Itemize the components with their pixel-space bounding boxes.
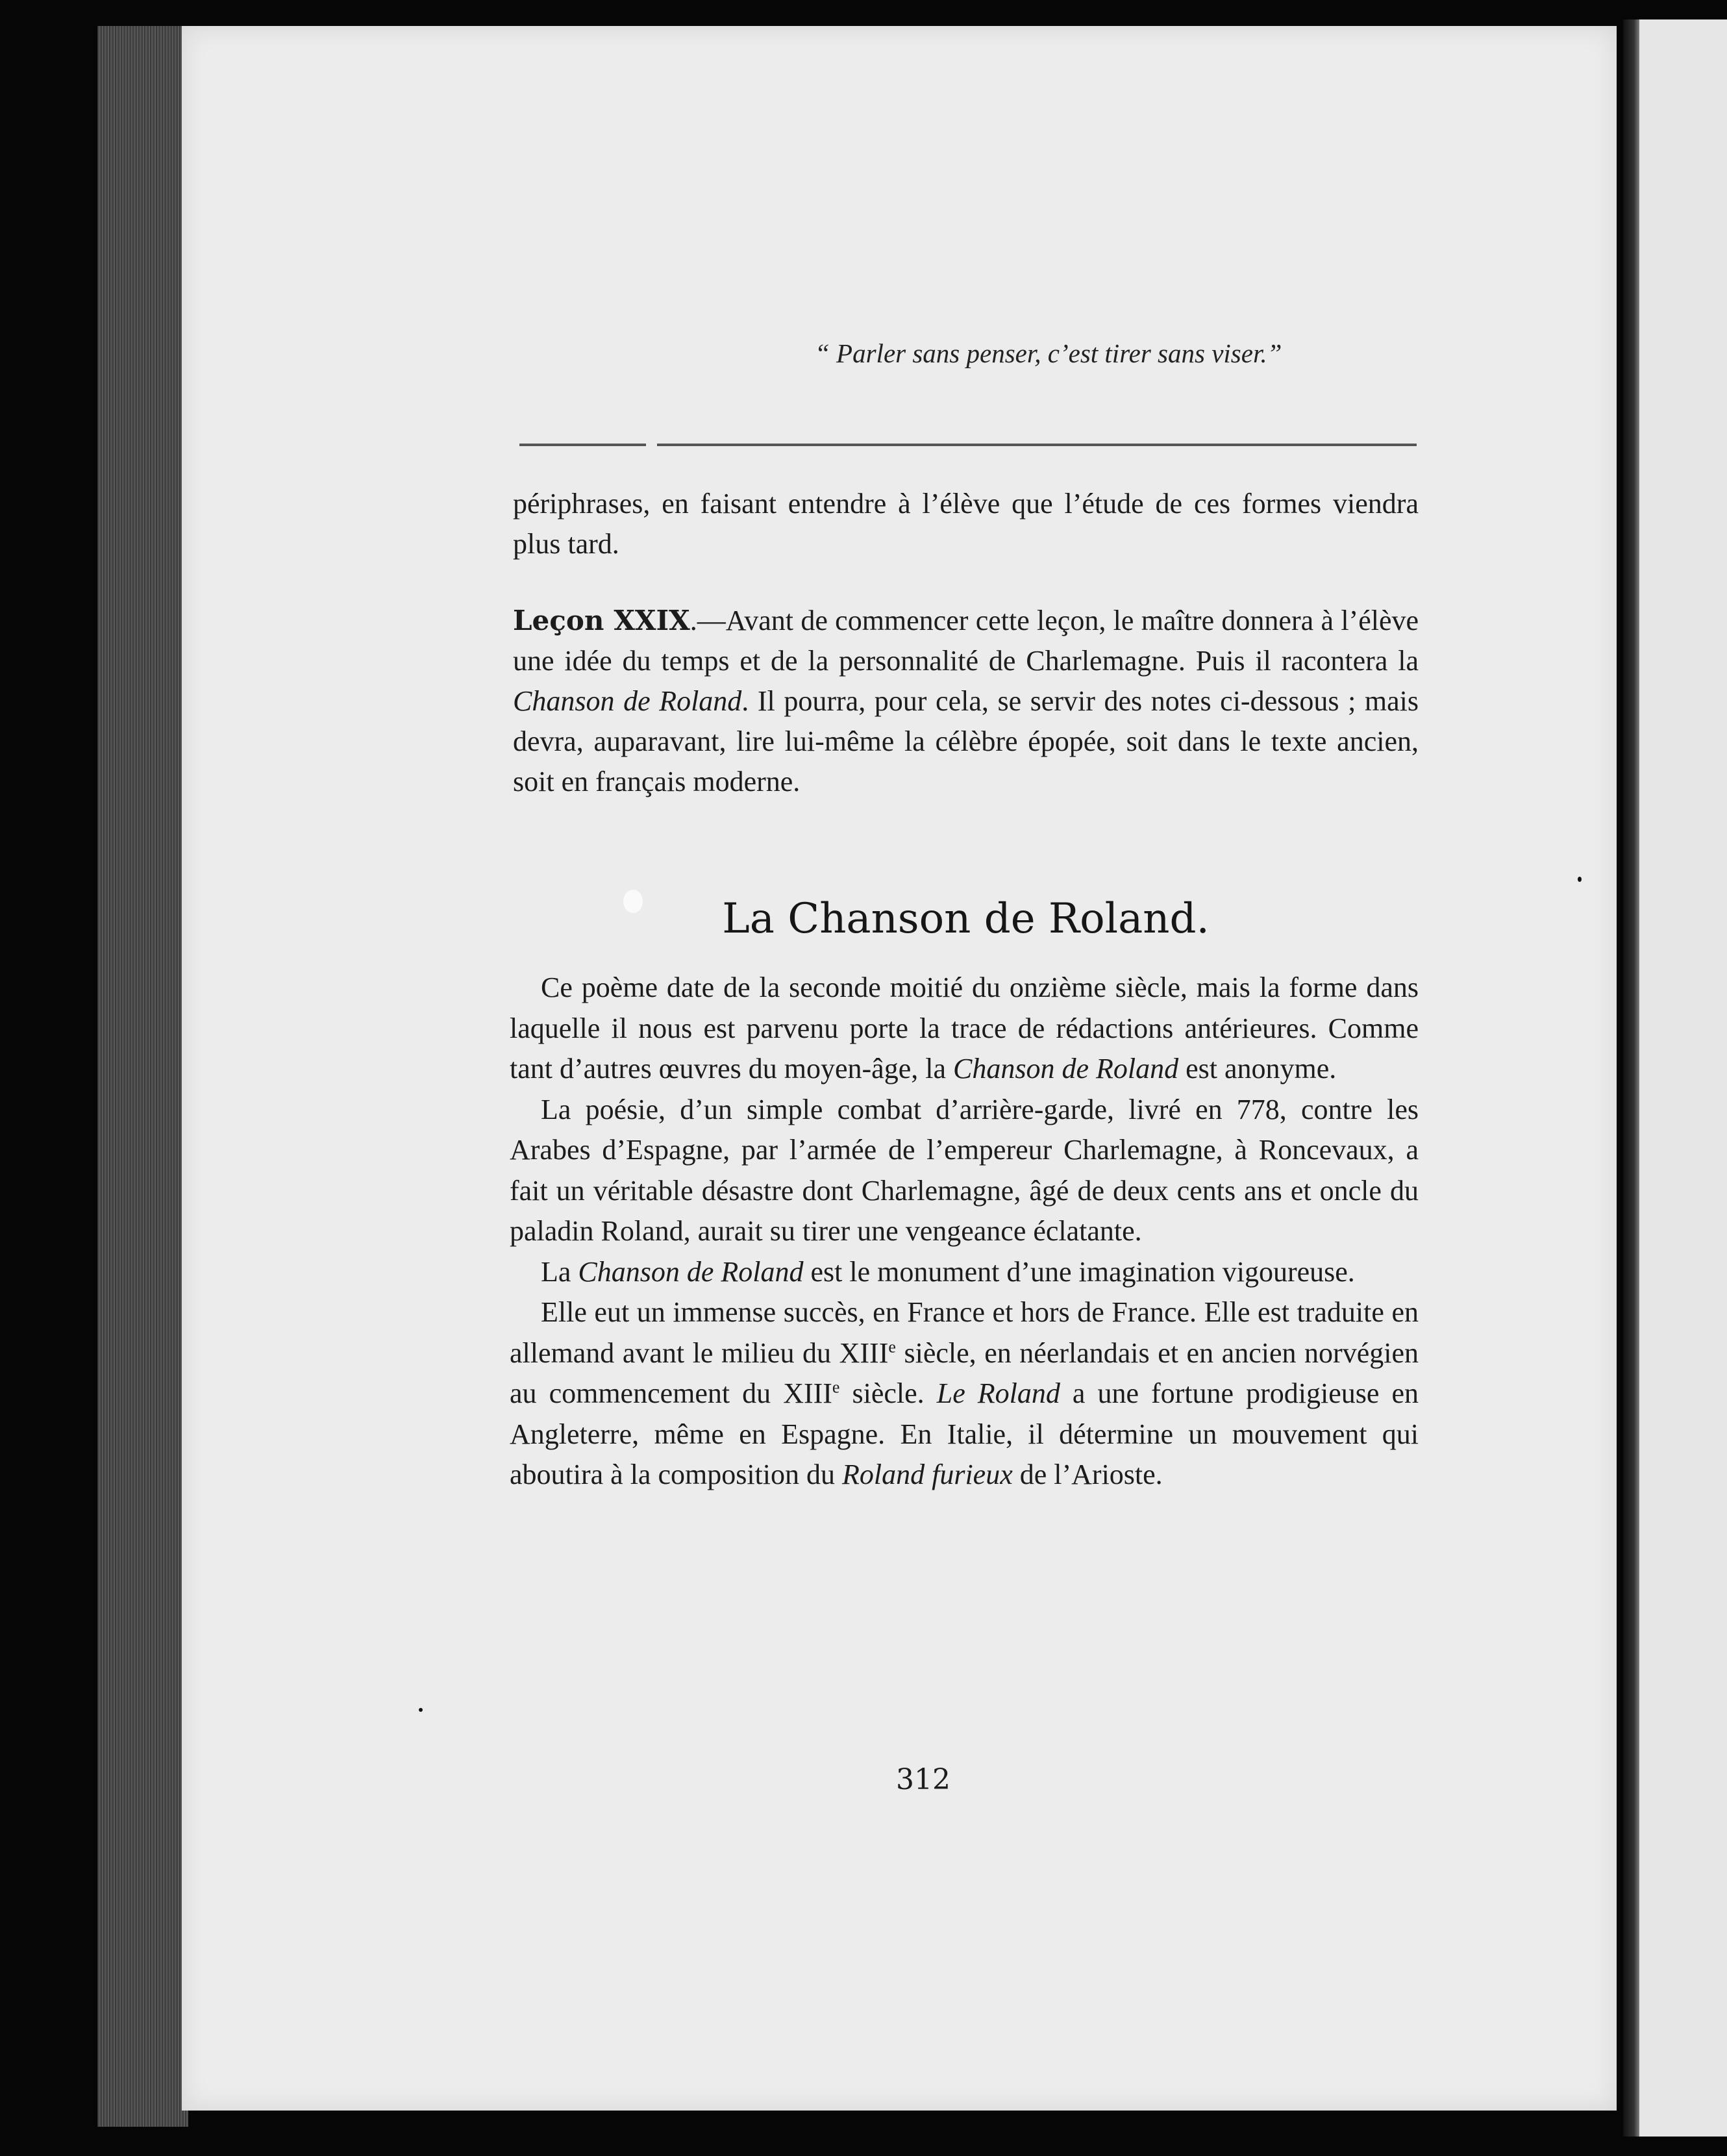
text-run: a une fortune prodigieuse en Angleterre, même en Espagne. En Italie, il détermine un mouvement qui aboutira à la composition du xyxy=(510,1377,1419,1490)
text-run: siècle, en néerlandais et en ancien norvégien au commencement du XIII xyxy=(510,1336,1419,1409)
italic-title: Chanson de Roland xyxy=(578,1255,804,1288)
text-run: Ce poème date de la seconde moitié du onzième siècle, mais la forme dans laquelle il nous est parvenu porte la trace de rédactions antérieures. Comme tant d’autres œuvres du moyen-âge, la xyxy=(510,971,1419,1084)
text-run: de l’Arioste. xyxy=(1012,1459,1163,1490)
italic-title: Roland furieux xyxy=(842,1459,1013,1490)
text-run: La xyxy=(541,1255,578,1288)
italic-title: Chanson de Roland xyxy=(953,1053,1179,1084)
page-number: 312 xyxy=(896,1763,950,1796)
lesson-italic-title: Chanson de Roland xyxy=(513,685,742,717)
lesson-text-cont: . Il pourra, pour cela, se servir des notes ci-dessous ; mais devra, auparavant, lire lui-même la célèbre épopée, soit dans le texte ancien, soit en français moderne. xyxy=(513,685,1419,797)
lesson-dash: .— xyxy=(690,605,726,636)
dust-speck xyxy=(419,1708,423,1712)
section-body xyxy=(510,968,1419,1496)
italic-title: Le Roland xyxy=(936,1377,1060,1409)
lesson-label: Leçon XXIX xyxy=(513,605,690,636)
section-title: La Chanson de Roland. xyxy=(722,895,1210,943)
text-run: Elle eut un immense succès, en France et hors de France. Elle est traduite en allemand avant le milieu du XIII xyxy=(510,1296,1419,1369)
epigraph: “ Parler sans penser, c’est tirer sans viser.” xyxy=(815,338,1282,368)
text-run: est le monument d’une imagination vigoureuse. xyxy=(803,1255,1355,1288)
dust-speck xyxy=(1578,877,1582,882)
lesson-paragraph xyxy=(513,601,1419,802)
header-rule-short xyxy=(519,444,646,446)
header-rule-long xyxy=(657,444,1417,446)
facing-page xyxy=(1639,19,1727,2137)
superscript: e xyxy=(888,1336,896,1356)
book-page-edges xyxy=(97,26,188,2127)
body-paragraph xyxy=(510,1292,1419,1496)
lesson-text: Avant de commencer cette leçon, le maître donnera à l’élève une idée du temps et de la personnalité de Charlemagne. Puis il racontera la xyxy=(513,605,1419,677)
body-paragraph xyxy=(510,968,1419,1090)
body-paragraph xyxy=(510,1252,1419,1293)
intro-paragraph: périphrases, en faisant entendre à l’élève que l’étude de ces formes viendra plus tard. xyxy=(513,488,1419,560)
body-paragraph: La poésie, d’un simple combat d’arrière-garde, livré en 778, contre les Arabes d’Espagne, par l’armée de l’empereur Charlemagne, à Roncevaux, a fait un véritable désastre dont Charlemagne, âgé de deux cents ans et oncle du paladin Roland, aurait su tirer une vengeance éclatante. xyxy=(510,1093,1419,1247)
text-run: siècle. xyxy=(839,1377,937,1409)
text-run: est anonyme. xyxy=(1178,1053,1337,1084)
book-gutter xyxy=(1623,19,1641,2137)
superscript: e xyxy=(832,1377,840,1397)
